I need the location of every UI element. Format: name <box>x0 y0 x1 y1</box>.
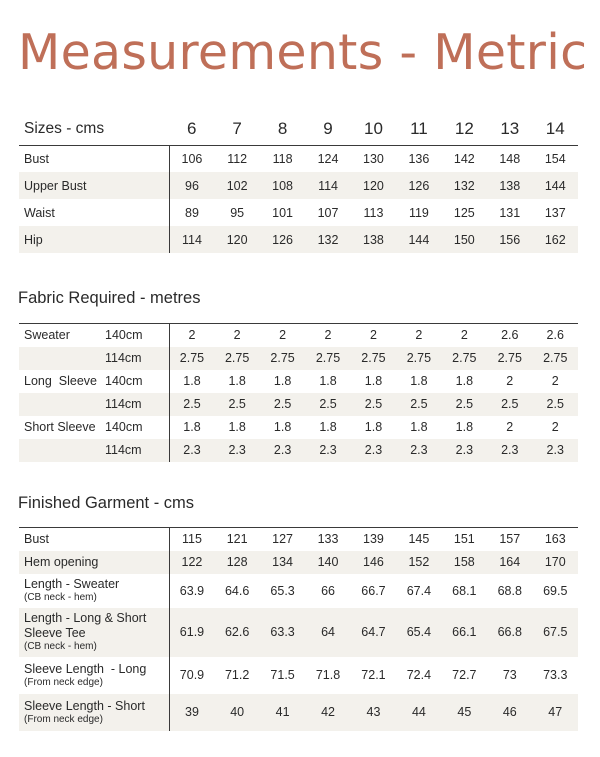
table-cell: 63.9 <box>179 583 205 598</box>
size-header-7: 7 <box>232 118 242 138</box>
table-cell: 126 <box>396 172 441 199</box>
size-header-11: 11 <box>410 118 428 138</box>
table-cell: 2 <box>260 324 305 347</box>
sizes-header-label: Sizes - cms <box>24 119 105 137</box>
table-cell: 108 <box>260 172 305 199</box>
table-cell: 140 <box>305 551 350 574</box>
table-cell: 39 <box>169 694 214 731</box>
table-cell: 154 <box>533 145 579 172</box>
table-row <box>19 370 578 393</box>
table-cell: 47 <box>533 694 579 731</box>
table-cell: 162 <box>533 226 579 253</box>
table-cell: 1.8 <box>273 374 292 388</box>
table-row <box>19 347 578 370</box>
table-cell: 2.75 <box>396 347 441 370</box>
table-row <box>19 608 578 657</box>
table-cell: 67.5 <box>533 608 579 657</box>
table-cell: 1.8 <box>410 420 428 434</box>
table-cell: 66.1 <box>442 608 487 657</box>
table-cell: 2 <box>214 324 259 347</box>
table-cell: 114 <box>305 172 350 199</box>
table-row <box>19 694 578 731</box>
table-cell: 121 <box>214 528 259 551</box>
table-cell: 2.5 <box>214 393 259 416</box>
table-cell: 150 <box>442 226 487 253</box>
table-cell: 106 <box>169 145 214 172</box>
table-cell: 120 <box>214 226 259 253</box>
table-cell: 2.3 <box>214 439 259 462</box>
table-cell: 107 <box>317 205 339 220</box>
table-cell: 2.5 <box>169 393 214 416</box>
table-cell: 120 <box>351 172 396 199</box>
table-cell: 1.8 <box>183 420 201 434</box>
row-label <box>19 608 169 657</box>
table-row <box>19 199 578 226</box>
table-cell: 152 <box>396 551 441 574</box>
table-cell: 71.2 <box>224 668 250 682</box>
page-title: Measurements - Metric <box>18 24 588 81</box>
table-row <box>19 145 578 172</box>
table-cell: 2 <box>551 374 559 388</box>
table-cell: 1.8 <box>410 374 428 388</box>
table-cell: 2.6 <box>487 324 532 347</box>
table-cell: 44 <box>396 694 441 731</box>
size-header-9: 9 <box>323 118 333 138</box>
table-cell: 1.8 <box>364 374 383 388</box>
table-cell: 66.8 <box>487 608 532 657</box>
table-cell: 65.4 <box>396 608 441 657</box>
table-cell: 2.6 <box>533 324 579 347</box>
table-cell: 61.9 <box>169 608 214 657</box>
table-cell: 43 <box>351 694 396 731</box>
sizes-table <box>19 113 578 253</box>
table-cell: 136 <box>396 145 441 172</box>
table-cell: 2.3 <box>351 439 396 462</box>
table-cell: 72.7 <box>452 668 477 682</box>
table-cell: 2 <box>506 420 514 434</box>
table-cell: 124 <box>305 145 350 172</box>
row-label <box>19 393 105 416</box>
table-cell: 119 <box>408 205 429 220</box>
table-cell: 62.6 <box>214 608 259 657</box>
table-row <box>19 574 578 608</box>
table-cell: 64.6 <box>224 583 250 598</box>
table-cell: 69.5 <box>543 583 568 598</box>
size-header-12: 12 <box>454 118 474 138</box>
table-row <box>19 528 578 551</box>
table-row <box>19 657 578 694</box>
row-label: Upper Bust <box>19 172 169 199</box>
table-cell: 1.8 <box>455 374 474 388</box>
row-label <box>19 574 169 608</box>
size-header-13: 13 <box>500 118 520 138</box>
table-cell: 96 <box>169 172 214 199</box>
row-label: Waist <box>19 199 169 226</box>
row-label-main: Sleeve Length - Long <box>24 661 147 676</box>
table-cell: 138 <box>351 226 396 253</box>
table-cell: 42 <box>305 694 350 731</box>
table-cell: 72.4 <box>406 668 432 682</box>
row-label-main: Length - Long & Short Sleeve Tee <box>24 611 150 640</box>
table-cell: 2.75 <box>351 347 396 370</box>
table-cell: 64.7 <box>351 608 396 657</box>
size-header-8: 8 <box>277 118 288 138</box>
table-cell: 170 <box>533 551 579 574</box>
table-cell: 115 <box>169 528 214 551</box>
table-cell: 2.5 <box>533 393 579 416</box>
table-cell: 2 <box>551 420 559 434</box>
table-cell: 2.75 <box>169 347 214 370</box>
table-cell: 144 <box>396 226 441 253</box>
table-cell: 2.3 <box>487 439 532 462</box>
row-label <box>19 347 105 370</box>
table-cell: 45 <box>442 694 487 731</box>
table-cell: 2.5 <box>487 393 532 416</box>
table-row <box>19 551 578 574</box>
row-label: Short Sleeve <box>24 420 96 434</box>
row-label-main: Sleeve Length - Short <box>24 698 145 713</box>
table-cell: 95 <box>230 205 245 220</box>
table-row <box>19 226 578 253</box>
table-cell: 127 <box>260 528 305 551</box>
row-label <box>19 439 105 462</box>
table-cell: 73.3 <box>543 668 568 682</box>
row-label-main: Hem opening <box>24 554 99 569</box>
table-cell: 156 <box>487 226 532 253</box>
table-cell: 66.7 <box>361 583 386 598</box>
finished-section-title: Finished Garment - cms <box>18 494 195 512</box>
row-label-main: Bust <box>24 531 50 546</box>
table-row <box>19 172 578 199</box>
table-cell: 1.8 <box>319 374 337 388</box>
table-cell: 102 <box>214 172 259 199</box>
table-cell: 158 <box>442 551 487 574</box>
row-label <box>19 694 169 731</box>
table-cell: 122 <box>169 551 214 574</box>
table-cell: 46 <box>487 694 532 731</box>
row-label: Hip <box>19 226 169 253</box>
table-cell: 2.3 <box>169 439 214 462</box>
table-cell: 1.8 <box>364 420 383 434</box>
table-cell: 134 <box>260 551 305 574</box>
table-cell: 142 <box>442 145 487 172</box>
table-cell: 163 <box>533 528 579 551</box>
table-cell: 2.3 <box>305 439 350 462</box>
row-label: Long Sleeve <box>24 374 97 388</box>
table-cell: 2.75 <box>442 347 487 370</box>
fabric-width: 140cm <box>105 416 169 439</box>
table-cell: 65.3 <box>270 583 295 598</box>
table-cell: 2.75 <box>487 347 532 370</box>
table-cell: 164 <box>487 551 532 574</box>
table-cell: 2 <box>506 374 514 388</box>
table-cell: 1.8 <box>228 420 246 434</box>
table-cell: 131 <box>499 205 521 220</box>
table-cell: 2.3 <box>396 439 441 462</box>
row-label-main: Length - Sweater <box>24 577 120 591</box>
table-cell: 2.5 <box>396 393 441 416</box>
table-cell: 64 <box>305 608 350 657</box>
table-cell: 114 <box>169 226 214 253</box>
table-cell: 2 <box>396 324 441 347</box>
size-header-6: 6 <box>186 118 197 138</box>
table-cell: 144 <box>533 172 579 199</box>
table-cell: 1.8 <box>455 420 474 434</box>
table-cell: 125 <box>453 205 475 220</box>
fabric-table <box>19 323 578 462</box>
table-row <box>19 439 578 462</box>
table-cell: 73 <box>502 668 517 682</box>
table-cell: 101 <box>272 205 294 220</box>
row-label <box>19 528 169 551</box>
table-cell: 132 <box>305 226 350 253</box>
table-cell: 2 <box>351 324 396 347</box>
table-cell: 2 <box>169 324 214 347</box>
table-cell: 1.8 <box>319 420 337 434</box>
table-cell: 70.9 <box>179 668 205 682</box>
table-cell: 139 <box>351 528 396 551</box>
row-label-note: (CB neck - hem) <box>24 641 97 652</box>
table-cell: 68.8 <box>497 583 522 598</box>
fabric-width: 114cm <box>105 439 169 462</box>
table-cell: 2 <box>305 324 350 347</box>
row-label: Sweater <box>19 324 105 347</box>
table-cell: 72.1 <box>361 668 386 682</box>
table-row <box>19 324 578 347</box>
table-cell: 63.3 <box>260 608 305 657</box>
table-cell: 68.1 <box>452 583 477 598</box>
size-header-10: 10 <box>364 118 383 138</box>
table-cell: 2.75 <box>214 347 259 370</box>
size-header-14: 14 <box>545 118 565 138</box>
finished-table <box>19 527 578 731</box>
table-cell: 71.8 <box>315 668 341 682</box>
table-cell: 126 <box>260 226 305 253</box>
row-label-note: (From neck edge) <box>24 713 103 725</box>
table-cell: 2.3 <box>260 439 305 462</box>
table-cell: 1.8 <box>273 420 292 434</box>
fabric-width: 140cm <box>105 324 169 347</box>
table-cell: 2.5 <box>442 393 487 416</box>
table-cell: 130 <box>351 145 396 172</box>
table-cell: 1.8 <box>228 374 246 388</box>
table-cell: 2.5 <box>305 393 350 416</box>
table-cell: 40 <box>214 694 259 731</box>
table-row <box>19 416 578 439</box>
table-cell: 89 <box>185 205 199 220</box>
table-cell: 138 <box>487 172 532 199</box>
table-cell: 2.3 <box>533 439 579 462</box>
table-cell: 146 <box>351 551 396 574</box>
table-cell: 137 <box>544 205 566 220</box>
row-label <box>19 657 169 694</box>
table-cell: 2.3 <box>442 439 487 462</box>
table-cell: 2.5 <box>351 393 396 416</box>
table-cell: 66 <box>321 583 335 598</box>
table-cell: 2.5 <box>260 393 305 416</box>
table-cell: 133 <box>305 528 350 551</box>
fabric-width: 140cm <box>105 370 169 393</box>
table-cell: 1.8 <box>183 374 201 388</box>
table-cell: 128 <box>214 551 259 574</box>
table-cell: 148 <box>487 145 532 172</box>
table-cell: 2.75 <box>305 347 350 370</box>
row-label-note: (From neck edge) <box>24 676 103 688</box>
table-cell: 113 <box>363 205 384 220</box>
table-cell: 67.4 <box>406 583 432 598</box>
table-cell: 157 <box>487 528 532 551</box>
table-cell: 2.75 <box>533 347 579 370</box>
row-label: Bust <box>19 145 169 172</box>
fabric-width: 114cm <box>105 393 169 416</box>
row-label-note: (CB neck - hem) <box>24 592 97 603</box>
fabric-section-title: Fabric Required - metres <box>18 289 201 307</box>
table-cell: 41 <box>260 694 305 731</box>
table-cell: 145 <box>396 528 441 551</box>
table-cell: 132 <box>442 172 487 199</box>
table-cell: 151 <box>442 528 487 551</box>
table-cell: 112 <box>214 145 259 172</box>
table-row <box>19 393 578 416</box>
row-label <box>19 551 169 574</box>
table-cell: 2 <box>442 324 487 347</box>
fabric-width: 114cm <box>105 347 169 370</box>
table-cell: 2.75 <box>260 347 305 370</box>
table-cell: 118 <box>260 145 305 172</box>
table-cell: 71.5 <box>270 668 295 682</box>
